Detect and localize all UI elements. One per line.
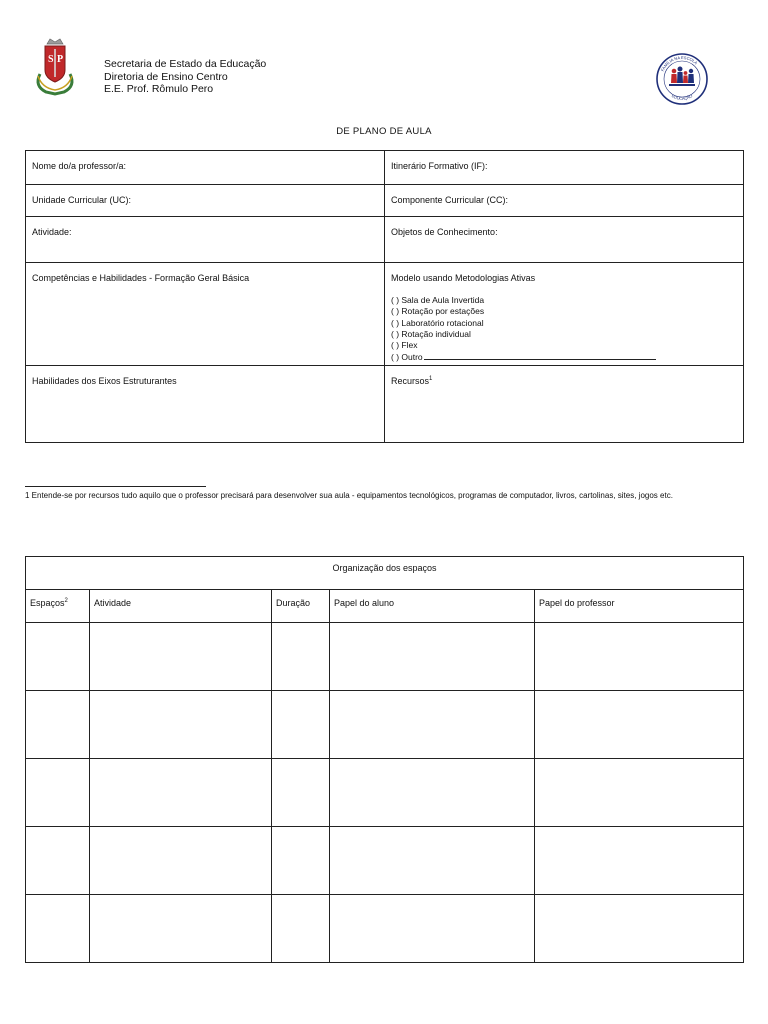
cell-teacher-role[interactable] [535, 827, 744, 895]
cell-activity[interactable] [90, 623, 272, 691]
knowledge-objects-field[interactable] [385, 217, 744, 263]
spaces-organization-table [25, 556, 744, 963]
cell-duration[interactable] [272, 759, 330, 827]
cell-duration[interactable] [272, 691, 330, 759]
spaces-footnote-ref: 2 [64, 598, 68, 604]
cell-teacher-role[interactable] [535, 895, 744, 963]
footnote-separator [25, 486, 206, 487]
option-individual-rotation[interactable]: ( ) Rotação individual [391, 328, 471, 339]
option-flipped-classroom[interactable]: ( ) Sala de Aula Invertida [391, 295, 485, 305]
cell-student-role[interactable] [330, 759, 535, 827]
teacher-name-field[interactable] [26, 151, 385, 185]
column-header-spaces-label: Espaços [30, 598, 65, 608]
curricular-component-label: Componente Curricular (CC): [391, 195, 509, 205]
cell-spaces[interactable] [26, 759, 90, 827]
lesson-plan-form [25, 150, 744, 443]
footnote-text: 1 Entende-se por recursos tudo aquilo que o professor precisará para desenvolver sua aula - equipamentos tecnológicos, programas de computador, livros, cartolinas, sites, jogos etc. [25, 491, 673, 500]
column-header-spaces [26, 590, 90, 623]
competencies-field[interactable] [26, 263, 385, 366]
competencies-label: Competências e Habilidades - Formação Geral Básica [32, 273, 250, 283]
svg-text:S: S [48, 54, 54, 65]
itinerary-label: Itinerário Formativo (IF): [391, 161, 488, 171]
resources-footnote-ref: 1 [429, 376, 433, 382]
activity-field[interactable] [26, 217, 385, 263]
cell-activity[interactable] [90, 759, 272, 827]
cell-student-role[interactable] [330, 827, 535, 895]
option-other[interactable] [391, 351, 737, 363]
option-lab-rotation[interactable]: ( ) Laboratório rotacional [391, 317, 484, 328]
header-institution-block [104, 58, 266, 96]
cell-teacher-role[interactable] [535, 623, 744, 691]
cell-teacher-role[interactable] [535, 759, 744, 827]
cell-student-role[interactable] [330, 691, 535, 759]
knowledge-objects-label: Objetos de Conhecimento: [391, 227, 498, 237]
table-row [26, 691, 744, 759]
active-methods-field [385, 263, 744, 366]
itinerary-field[interactable] [385, 151, 744, 185]
option-flex[interactable]: ( ) Flex [391, 340, 418, 351]
active-methods-options [391, 295, 737, 364]
curricular-unit-field[interactable] [26, 185, 385, 217]
svg-text:P: P [57, 54, 64, 65]
resources-label: Recursos [391, 376, 430, 386]
cell-duration[interactable] [272, 895, 330, 963]
teacher-name-label: Nome do/a professor/a: [32, 161, 127, 171]
header-line-diretoria: Diretoria de Ensino Centro [104, 70, 228, 83]
cell-student-role[interactable] [330, 895, 535, 963]
spaces-table-title: Organização dos espaços [26, 557, 744, 590]
header-line-secretaria: Secretaria de Estado da Educação [104, 58, 267, 70]
document-title: DE PLANO DE AULA [336, 126, 432, 137]
curricular-component-field[interactable] [385, 185, 744, 217]
cell-student-role[interactable] [330, 623, 535, 691]
seal-text-bottom: EDUCAÇÃO [670, 93, 694, 102]
option-other-blank[interactable] [424, 351, 656, 360]
option-other-label: ( ) Outro [391, 352, 423, 363]
column-header-student-role: Papel do aluno [330, 590, 535, 623]
curricular-unit-label: Unidade Curricular (UC): [32, 195, 132, 205]
active-methods-label: Modelo usando Metodologias Ativas [391, 273, 536, 283]
resources-field[interactable] [385, 366, 744, 443]
table-row [26, 827, 744, 895]
cell-activity[interactable] [90, 895, 272, 963]
cell-teacher-role[interactable] [535, 691, 744, 759]
cell-duration[interactable] [272, 827, 330, 895]
cell-spaces[interactable] [26, 623, 90, 691]
table-row [26, 759, 744, 827]
table-row [26, 895, 744, 963]
skills-axes-field[interactable] [26, 366, 385, 443]
seal-text-top: FAMÍLIA NA ESCOLA [659, 54, 699, 73]
cell-duration[interactable] [272, 623, 330, 691]
column-header-duration: Duração [272, 590, 330, 623]
column-header-teacher-role: Papel do professor [535, 590, 744, 623]
activity-label: Atividade: [32, 227, 72, 237]
school-families-seal-icon [654, 52, 710, 106]
header-line-school: E.E. Prof. Rômulo Pero [104, 83, 214, 95]
column-header-activity: Atividade [90, 590, 272, 623]
cell-spaces[interactable] [26, 827, 90, 895]
cell-spaces[interactable] [26, 895, 90, 963]
sp-coat-of-arms-icon [34, 36, 76, 96]
option-station-rotation[interactable]: ( ) Rotação por estações [391, 306, 485, 317]
cell-spaces[interactable] [26, 691, 90, 759]
cell-activity[interactable] [90, 827, 272, 895]
cell-activity[interactable] [90, 691, 272, 759]
table-row [26, 623, 744, 691]
skills-axes-label: Habilidades dos Eixos Estruturantes [32, 376, 177, 386]
